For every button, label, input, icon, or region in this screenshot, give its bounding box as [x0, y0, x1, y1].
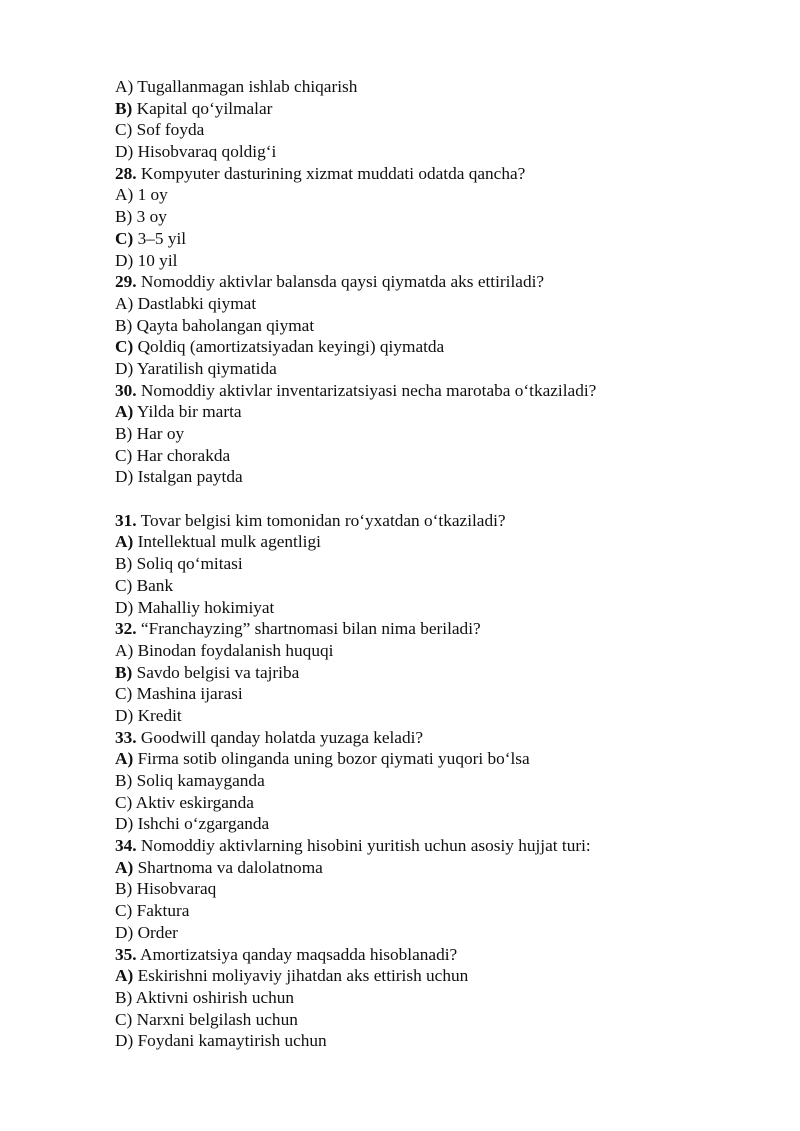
option-letter: C) — [115, 120, 133, 140]
answer-option — [115, 748, 755, 770]
answer-option — [115, 792, 755, 814]
option-text: Istalgan paytda — [133, 467, 243, 487]
option-text: 3 oy — [132, 207, 167, 227]
answer-option — [115, 98, 755, 120]
answer-option — [115, 553, 755, 575]
option-text: Binodan foydalanish huquqi — [133, 640, 334, 660]
document-page — [115, 76, 755, 1052]
option-text: Yaratilish qiymatida — [133, 358, 277, 378]
option-text: Kredit — [133, 705, 182, 725]
option-text: Aktiv eskirganda — [132, 792, 254, 812]
option-text: Soliq kamayganda — [132, 771, 265, 790]
answer-option — [115, 922, 755, 944]
answer-option — [115, 662, 755, 684]
option-letter: C) — [115, 792, 133, 812]
answer-option — [115, 531, 755, 553]
option-text: Sof foyda — [132, 120, 205, 140]
answer-option — [115, 1030, 755, 1052]
answer-option — [115, 206, 755, 228]
option-text: Hisobvaraq qoldig‘i — [133, 142, 277, 162]
question-text: Amortizatsiya qanday maqsadda hisoblanadi? — [136, 944, 458, 964]
question-text: Goodwill qanday holatda yuzaga keladi? — [136, 727, 424, 747]
option-letter: B) — [115, 987, 133, 1007]
option-letter: B) — [115, 771, 133, 790]
option-text: Har chorakda — [132, 445, 231, 465]
question-number: 33. — [115, 727, 137, 747]
question-line — [115, 944, 755, 966]
option-letter: A) — [115, 77, 134, 96]
answer-option — [115, 315, 755, 337]
option-letter: D) — [115, 922, 134, 942]
question-number: 34. — [115, 836, 137, 856]
option-letter: B) — [115, 879, 133, 899]
question-line — [115, 835, 755, 857]
option-letter: A) — [115, 293, 134, 313]
option-letter: D) — [115, 597, 134, 617]
answer-option — [115, 575, 755, 597]
option-text: Aktivni oshirish uchun — [132, 987, 295, 1007]
option-letter: A) — [115, 185, 134, 205]
answer-option — [115, 597, 755, 619]
option-letter: D) — [115, 1031, 134, 1051]
answer-option — [115, 640, 755, 662]
answer-option — [115, 250, 755, 272]
question-line — [115, 510, 755, 532]
option-letter: C) — [115, 1009, 133, 1029]
option-letter: D) — [115, 705, 134, 725]
option-letter: C) — [115, 337, 134, 357]
option-text: Firma sotib olinganda uning bozor qiymati yuqori bo‘lsa — [133, 749, 530, 769]
option-letter: D) — [115, 142, 134, 162]
question-number: 28. — [115, 163, 137, 183]
option-text: Ishchi o‘zgarganda — [133, 814, 270, 834]
answer-option — [115, 770, 755, 792]
option-letter: B) — [115, 662, 133, 682]
option-text: Faktura — [132, 901, 190, 921]
option-text: Soliq qo‘mitasi — [132, 554, 243, 574]
option-text: Qoldiq (amortizatsiyadan keyingi) qiymatda — [133, 337, 445, 357]
answer-option — [115, 987, 755, 1009]
question-number: 32. — [115, 619, 137, 639]
option-text: Order — [133, 922, 178, 942]
question-text: Nomoddiy aktivlar balansda qaysi qiymatda aks ettiriladi? — [136, 272, 545, 292]
section-spacer — [115, 488, 755, 510]
answer-option — [115, 878, 755, 900]
option-letter: D) — [115, 358, 134, 378]
option-letter: A) — [115, 532, 134, 552]
option-text: Yilda bir marta — [133, 402, 242, 422]
answer-option — [115, 358, 755, 380]
answer-option — [115, 1009, 755, 1031]
option-letter: C) — [115, 445, 133, 465]
option-letter: A) — [115, 640, 134, 660]
question-number: 35. — [115, 944, 137, 964]
question-number: 31. — [115, 510, 137, 530]
answer-option — [115, 423, 755, 445]
option-letter: B) — [115, 207, 133, 227]
question-text: Kompyuter dasturining xizmat muddati odatda qancha? — [136, 163, 526, 183]
option-text: Hisobvaraq — [132, 879, 217, 899]
option-letter: A) — [115, 857, 134, 877]
option-text: Foydani kamaytirish uchun — [133, 1031, 327, 1051]
question-line — [115, 163, 755, 185]
option-letter: D) — [115, 814, 134, 834]
answer-option — [115, 141, 755, 163]
question-number: 30. — [115, 380, 137, 400]
option-letter: B) — [115, 554, 133, 574]
option-letter: C) — [115, 901, 133, 921]
option-text: Mahalliy hokimiyat — [133, 597, 275, 617]
option-letter: A) — [115, 402, 134, 422]
question-number: 29. — [115, 272, 137, 292]
question-line — [115, 727, 755, 749]
answer-option — [115, 336, 755, 358]
option-text: Tugallanmagan ishlab chiqarish — [133, 77, 358, 96]
question-line — [115, 380, 755, 402]
answer-option — [115, 466, 755, 488]
option-text: Intellektual mulk agentligi — [133, 532, 321, 552]
answer-option — [115, 228, 755, 250]
answer-option — [115, 293, 755, 315]
question-text: Tovar belgisi kim tomonidan ro‘yxatdan o‘tkaziladi? — [136, 510, 506, 530]
option-letter: B) — [115, 424, 133, 443]
question-line — [115, 271, 755, 293]
option-text: Qayta baholangan qiymat — [132, 315, 315, 335]
option-text: Narxni belgilash uchun — [132, 1009, 298, 1029]
option-text: Dastlabki qiymat — [133, 293, 257, 313]
option-text: 10 yil — [133, 250, 178, 270]
answer-option — [115, 184, 755, 206]
option-letter: C) — [115, 575, 133, 595]
answer-option — [115, 119, 755, 141]
answer-option — [115, 401, 755, 423]
question-text: Nomoddiy aktivlar inventarizatsiyasi necha marotaba o‘tkaziladi? — [136, 380, 597, 400]
option-letter: B) — [115, 98, 133, 118]
option-text: Har oy — [132, 424, 185, 443]
option-text: Savdo belgisi va tajriba — [132, 662, 300, 682]
answer-option — [115, 76, 755, 98]
question-text: Nomoddiy aktivlarning hisobini yuritish uchun asosiy hujjat turi: — [136, 836, 591, 856]
answer-option — [115, 813, 755, 835]
option-letter: C) — [115, 684, 133, 704]
option-letter: D) — [115, 467, 134, 487]
answer-option — [115, 705, 755, 727]
option-letter: A) — [115, 749, 134, 769]
option-letter: A) — [115, 966, 134, 986]
option-text: Kapital qo‘yilmalar — [132, 98, 273, 118]
question-line — [115, 618, 755, 640]
question-text: “Franchayzing” shartnomasi bilan nima beriladi? — [136, 619, 481, 639]
option-text: Mashina ijarasi — [132, 684, 243, 704]
answer-option — [115, 683, 755, 705]
option-text: Eskirishni moliyaviy jihatdan aks ettirish uchun — [133, 966, 469, 986]
option-letter: C) — [115, 228, 134, 248]
option-text: 3–5 yil — [133, 228, 187, 248]
option-text: Shartnoma va dalolatnoma — [133, 857, 323, 877]
answer-option — [115, 445, 755, 467]
option-text: 1 oy — [133, 185, 168, 205]
answer-option — [115, 900, 755, 922]
answer-option — [115, 857, 755, 879]
option-letter: B) — [115, 315, 133, 335]
answer-option — [115, 965, 755, 987]
option-letter: D) — [115, 250, 134, 270]
option-text: Bank — [132, 575, 174, 595]
